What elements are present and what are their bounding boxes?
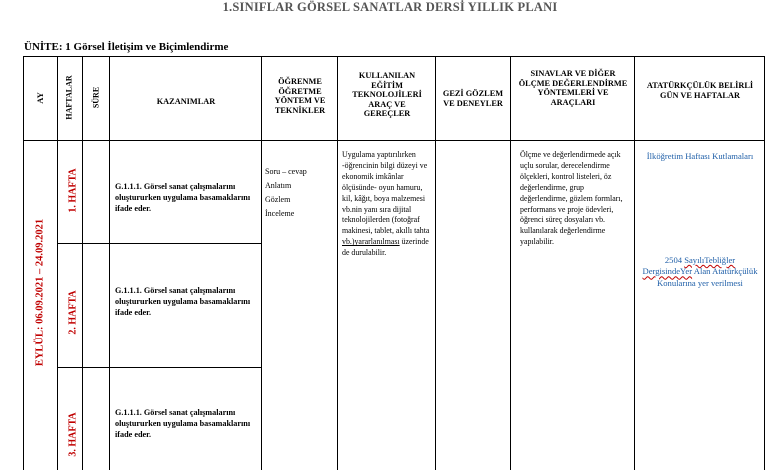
week-2-label: 2. HAFTA [67, 290, 79, 335]
method-item: Gözlem [265, 195, 291, 204]
method-item: Soru – cevap [265, 167, 307, 176]
header-sure: SÜRE [91, 86, 101, 109]
page-title: 1.SINIFLAR GÖRSEL SANATLAR DERSİ YILLIK PLANI [222, 0, 558, 14]
unite-value: 1 Görsel İletişim ve Biçimlendirme [65, 41, 229, 53]
ataturk-item-2 [640, 255, 760, 289]
header-sinav: SINAVLAR VE DİĞER ÖLÇME DEĞERLENDİRME YÖNTEMLERİ VE ARAÇLARI [518, 69, 628, 107]
method-item: Anlatım [265, 181, 292, 190]
header-ataturk: ATATÜRKÇÜLÜK BELİRLİ GÜN VE HAFTALAR [646, 81, 754, 100]
week-1-label: 1. HAFTA [67, 168, 79, 213]
ataturk-item-2-a: 2504 [664, 255, 683, 265]
unite-label: ÜNİTE: [24, 41, 63, 53]
plan-table [23, 56, 765, 470]
methods-list [265, 165, 335, 221]
ataturk-item-2-c: DergisindeYer [642, 266, 693, 277]
tools-underlined: vb.)yararlanılması [342, 237, 400, 247]
week-2-kazanim: G.1.1.1. Görsel sanat çalışmalarını oluştururken uygulama basamaklarını ifade eder. [115, 286, 251, 318]
month-label: EYLÜL: 06.09.2021 – 24.09.2021 [34, 218, 46, 367]
header-gezi: GEZİ GÖZLEM VE DENEYLER [442, 89, 504, 108]
header-ay: AY [35, 92, 45, 104]
week-1-kazanim: G.1.1.1. Görsel sanat çalışmalarını oluştururken uygulama basamaklarını ifade eder. [115, 182, 251, 214]
header-haftalar: HAFTALAR [64, 75, 74, 120]
tools-main: Uygulama yaptırılırken -öğrencinin bilgi düzeyi ve ekonomik imkânlar ölçüsünde- oyun hamuru, kil, kâğıt, boya malzemesi vb.nin yanı sıra dijital teknolojilerden (fotoğraf makinesi, tablet, akıllı tahta [342, 150, 430, 236]
week-3-label: 3. HAFTA [67, 412, 79, 457]
header-kazanimlar: KAZANIMLAR [156, 97, 216, 106]
unite-line [24, 41, 228, 53]
header-arac: KULLANILAN EĞİTİM TEKNOLOJİLERİ ARAÇ VE GEREÇLER [352, 71, 422, 119]
header-ogrenme: ÖĞRENME ÖĞRETME YÖNTEM VE TEKNİKLER [274, 77, 326, 115]
ataturk-item-1: İlköğretim Haftası Kutlamaları [646, 151, 754, 161]
ataturk-item-2-b: SayılıTebliğler [684, 255, 736, 265]
tools-tail: üzerinde de durulabilir. [342, 237, 429, 258]
week-3-kazanim: G.1.1.1. Görsel sanat çalışmalarını oluştururken uygulama basamaklarını ifade eder. [115, 408, 251, 440]
tools-text [342, 150, 432, 259]
ataturk-item-2-d: Alan Atatürkçülük Konularına yer verilmesi [657, 266, 758, 288]
method-item: İnceleme [265, 209, 295, 218]
assessment-text: Ölçme ve değerlendirmede açık uçlu sorular, derecelendirme ölçekleri, kontrol listeleri, öz değerlendirme, grup değerlendirme, gözlem formları, performans ve proje ödevleri, öğrenci süreç dosyaları vb. kullanılarak değerlendirme yapılabilir. [520, 150, 623, 247]
